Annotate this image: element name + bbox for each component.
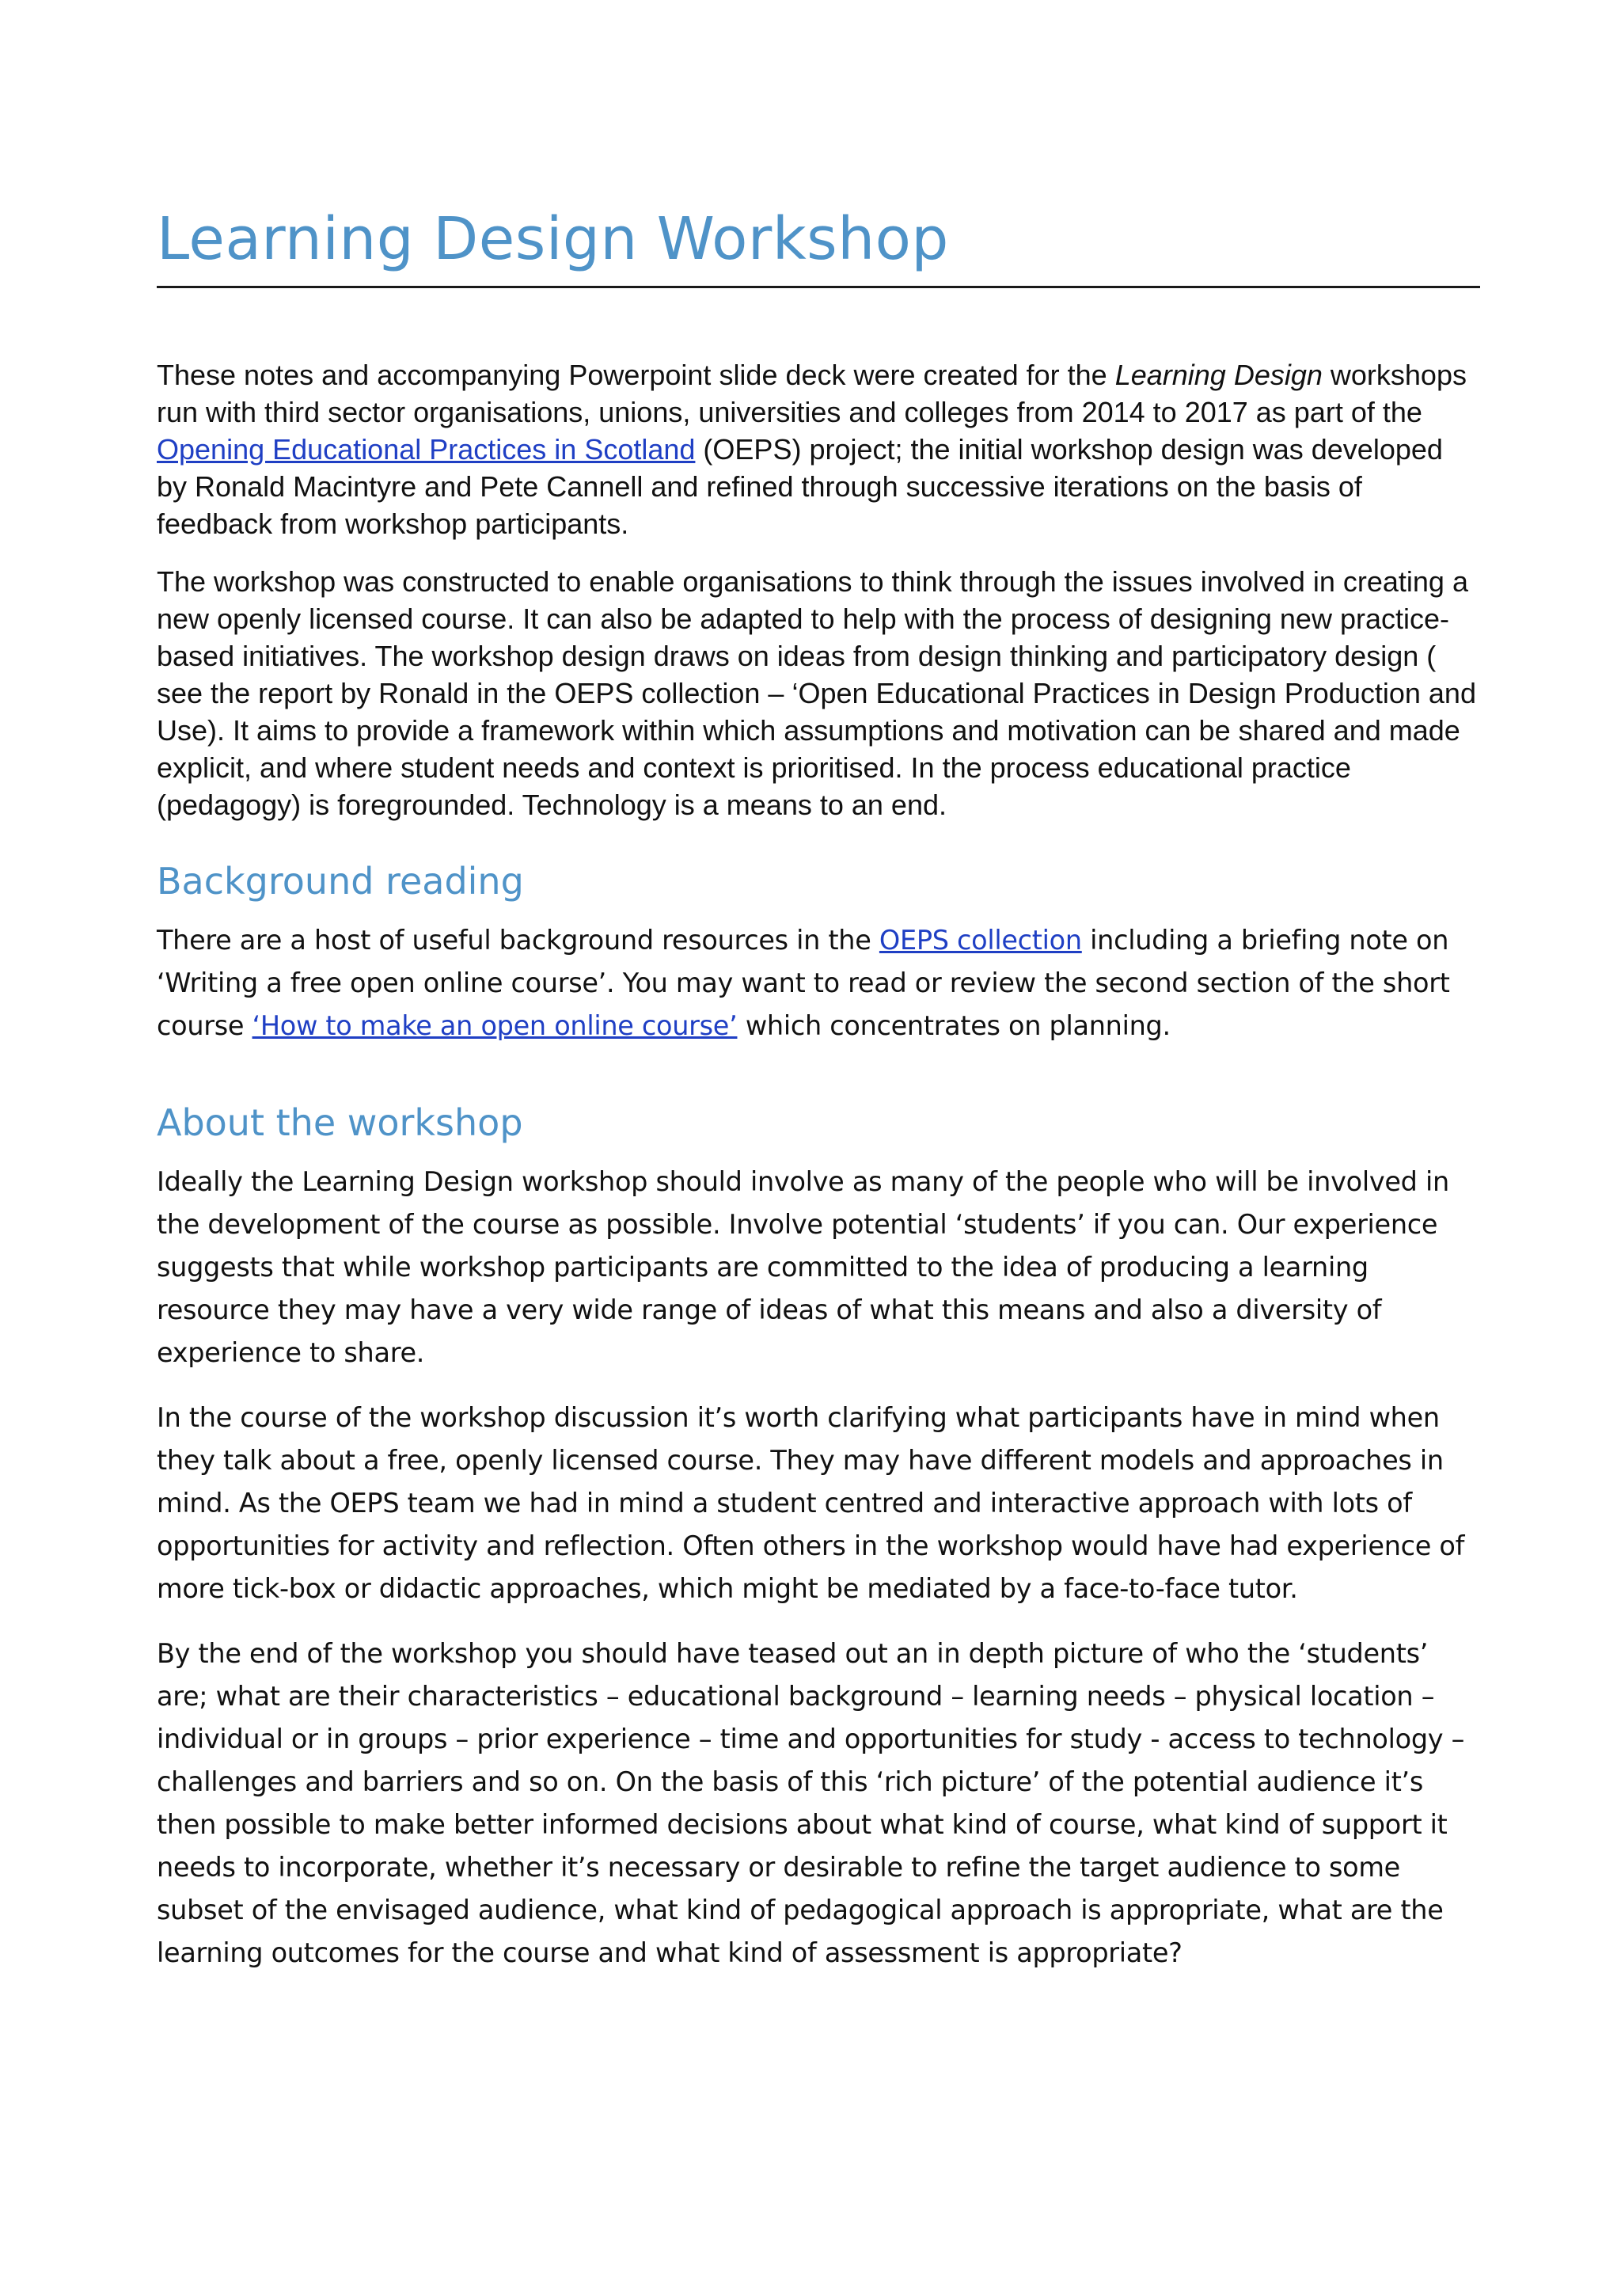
about-paragraph-3: By the end of the workshop you should have teased out an in depth picture of who the ‘students’ are; what are their characteristics – educational background – learning needs – physical location – individual or in groups – prior experience – time and opportunities for study - access to technology – challenges and barriers and so on. On the basis of this ‘rich picture’ of the potential audience it’s then possible to make better informed decisions about what kind of course, what kind of support it needs to incorporate, whether it’s necessary or desirable to refine the target audience to some subset of the envisaged audience, what kind of pedagogical approach is appropriate, what are the learning outcomes for the course and what kind of assessment is appropriate? bbox=[157, 1638, 1465, 1969]
intro-text-2: workshops run with third sector organisations, unions, universities and colleges from 2014 to 2017 as part of the bbox=[157, 359, 1467, 429]
background-paragraph bbox=[157, 919, 1480, 1047]
intro-paragraph-2: The workshop was constructed to enable organisations to think through the issues involved in creating a new openly licensed course. It can also be adapted to help with the process of designing new practice-based initiatives. The workshop design draws on ideas from design thinking and participatory design ( see the report by Ronald in the OEPS collection – ‘Open Educational Practices in Design Production and Use). It aims to provide a framework within which assumptions and motivation can be shared and made explicit, and where student needs and context is prioritised. In the process educational practice (pedagogy) is foregrounded. Technology is a means to an end. bbox=[157, 565, 1476, 822]
background-text-3: which concentrates on planning. bbox=[737, 1010, 1171, 1042]
about-workshop-heading: About the workshop bbox=[157, 1101, 523, 1145]
about-paragraph-2: In the course of the workshop discussion it’s worth clarifying what participants have in mind when they talk about a free, openly licensed course. They may have different models and approaches in mind. As the OEPS team we had in mind a student centred and interactive approach with lots of opportunities for activity and reflection. Often others in the workshop would have had experience of more tick-box or didactic approaches, which might be mediated by a face-to-face tutor. bbox=[157, 1402, 1465, 1605]
document-title: Learning Design Workshop bbox=[157, 205, 949, 273]
about-workshop-section bbox=[157, 1161, 1480, 1975]
document-content bbox=[157, 206, 1480, 1997]
background-reading-heading: Background reading bbox=[157, 860, 524, 903]
intro-text-3: (OEPS) project; the initial workshop design was developed by Ronald Macintyre and Pete Cannell and refined through successive iterations on the basis of feedback from workshop participants. bbox=[157, 433, 1443, 541]
intro-paragraph-1 bbox=[157, 356, 1480, 542]
title-divider bbox=[157, 286, 1480, 288]
oeps-collection-link[interactable]: OEPS collection bbox=[879, 925, 1082, 956]
about-paragraph-1: Ideally the Learning Design workshop should involve as many of the people who will be involved in the development of the course as possible. Involve potential ‘students’ if you can. Our experience suggests that while workshop participants are committed to the idea of producing a learning resource they may have a very wide range of ideas of what this means and also a diversity of experience to share. bbox=[157, 1166, 1449, 1369]
intro-text-1: These notes and accompanying Powerpoint slide deck were created for the bbox=[157, 359, 1115, 392]
oeps-project-link[interactable]: Opening Educational Practices in Scotland bbox=[157, 433, 696, 466]
background-text-1: There are a host of useful background resources in the bbox=[157, 925, 879, 956]
background-text-2: including a briefing note on ‘Writing a free open online course’. You may want to read or review the second section of the short course bbox=[157, 925, 1450, 1042]
intro-italic-learning-design: Learning Design bbox=[1114, 359, 1323, 392]
intro-section bbox=[157, 356, 1480, 823]
open-online-course-link[interactable]: ‘How to make an open online course’ bbox=[252, 1010, 738, 1042]
background-reading-section bbox=[157, 919, 1480, 1047]
